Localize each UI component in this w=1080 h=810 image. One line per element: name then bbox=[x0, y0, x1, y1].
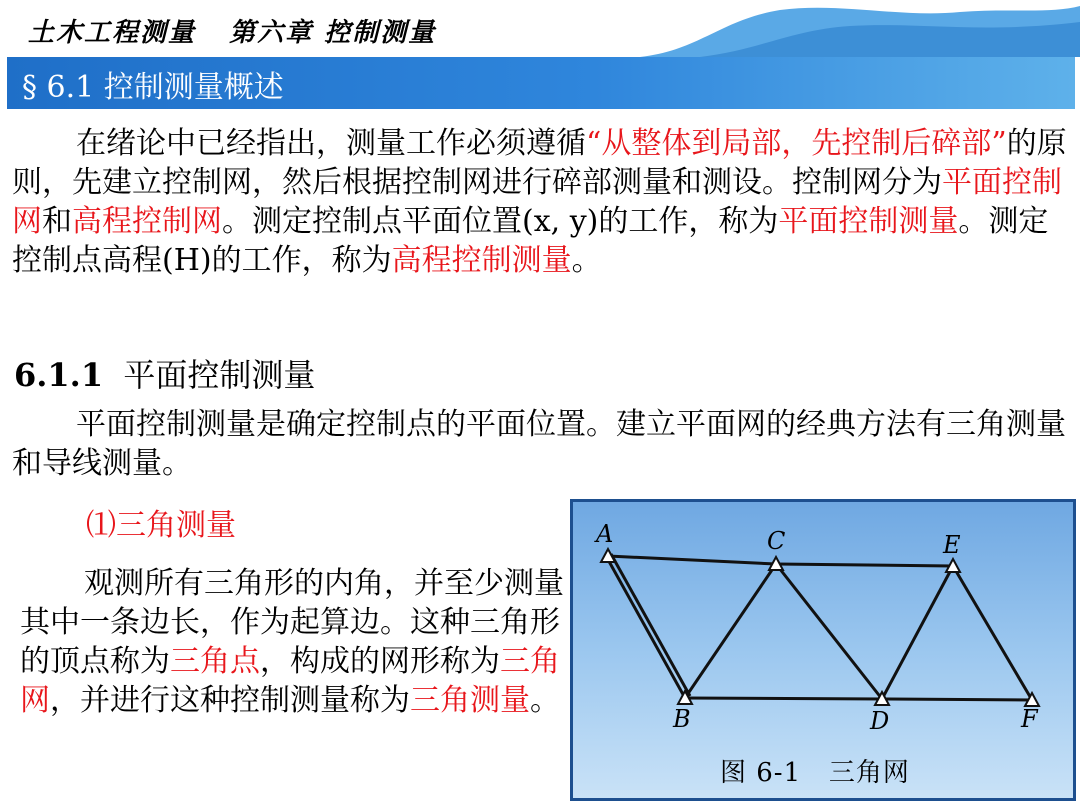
vertex-label-c: C bbox=[767, 527, 786, 555]
intro-text-4: 。测定控制点高程(H)的工作，称为 bbox=[12, 204, 1049, 278]
figure-caption: 图 6-1 三角网 bbox=[720, 758, 910, 788]
subsection-title: 平面控制测量 bbox=[123, 356, 316, 394]
tri-text-3: ，并进行这种控制测量称为 bbox=[50, 683, 410, 718]
triangulation-heading: ⑴三角测量 bbox=[86, 508, 236, 543]
term-plane-control-survey: 平面控制测量 bbox=[778, 204, 959, 239]
intro-paragraph bbox=[12, 124, 1074, 280]
principle-quote: “从整体到局部，先控制后碎部” bbox=[586, 126, 1007, 161]
term-height-control-survey: 高程控制测量 bbox=[391, 243, 572, 278]
tri-text-4: 。 bbox=[530, 683, 560, 718]
edge-d-f bbox=[882, 699, 1032, 700]
intro-text-2: 的原则，先建立控制网，然后根据控制网进行碎部测量和测设。控制网分为 bbox=[12, 126, 1067, 200]
vertex-label-f: F bbox=[1021, 705, 1038, 733]
term-height-control-net: 高程控制网 bbox=[72, 204, 222, 239]
edge-a-b bbox=[606, 556, 685, 698]
term-triangulation-point: 三角点 bbox=[170, 644, 260, 679]
term-plane-control-net: 平面控制网 bbox=[12, 165, 1062, 239]
intro-text-3: 。测定控制点平面位置(x, y)的工作，称为 bbox=[222, 204, 779, 239]
vertex-label-e: E bbox=[943, 531, 961, 559]
edge-d-e bbox=[882, 566, 953, 699]
plane-control-paragraph bbox=[12, 405, 1074, 483]
edge-a-b-double bbox=[611, 554, 690, 696]
term-triangulation-net: 三角网 bbox=[20, 644, 560, 718]
chapter-title: 土木工程测量 第六章 控制测量 bbox=[28, 18, 437, 48]
edge-a-c bbox=[608, 556, 776, 564]
subsection-heading bbox=[14, 350, 315, 396]
edge-c-d bbox=[776, 564, 882, 699]
tri-text-1: 观测所有三角形的内角，并至少测量其中一条边长，作为起算边。这种三角形的顶点称为 bbox=[20, 566, 564, 679]
intro-text-5: 。 bbox=[571, 243, 602, 278]
plane-control-text: 平面控制测量是确定控制点的平面位置。建立平面网的经典方法有三角测量和导线测量。 bbox=[12, 407, 1066, 481]
edge-b-d bbox=[685, 698, 882, 699]
tri-text-2: ，构成的网形称为 bbox=[260, 644, 500, 679]
vertex-label-b: B bbox=[673, 705, 691, 733]
term-triangulation-survey: 三角测量 bbox=[410, 683, 530, 718]
intro-text-1: 在绪论中已经指出，测量工作必须遵循 bbox=[76, 126, 586, 161]
edge-b-c bbox=[685, 564, 776, 698]
vertex-label-d: D bbox=[870, 707, 890, 735]
vertex-label-a: A bbox=[596, 520, 614, 548]
section-title: § 6.1 控制测量概述 bbox=[22, 70, 284, 105]
triangulation-paragraph bbox=[20, 564, 580, 720]
edge-c-e bbox=[776, 564, 953, 566]
edge-e-f bbox=[953, 566, 1032, 700]
header-banner bbox=[0, 0, 1080, 57]
subsection-number: 6.1.1 bbox=[14, 356, 104, 394]
intro-and: 和 bbox=[42, 204, 72, 239]
